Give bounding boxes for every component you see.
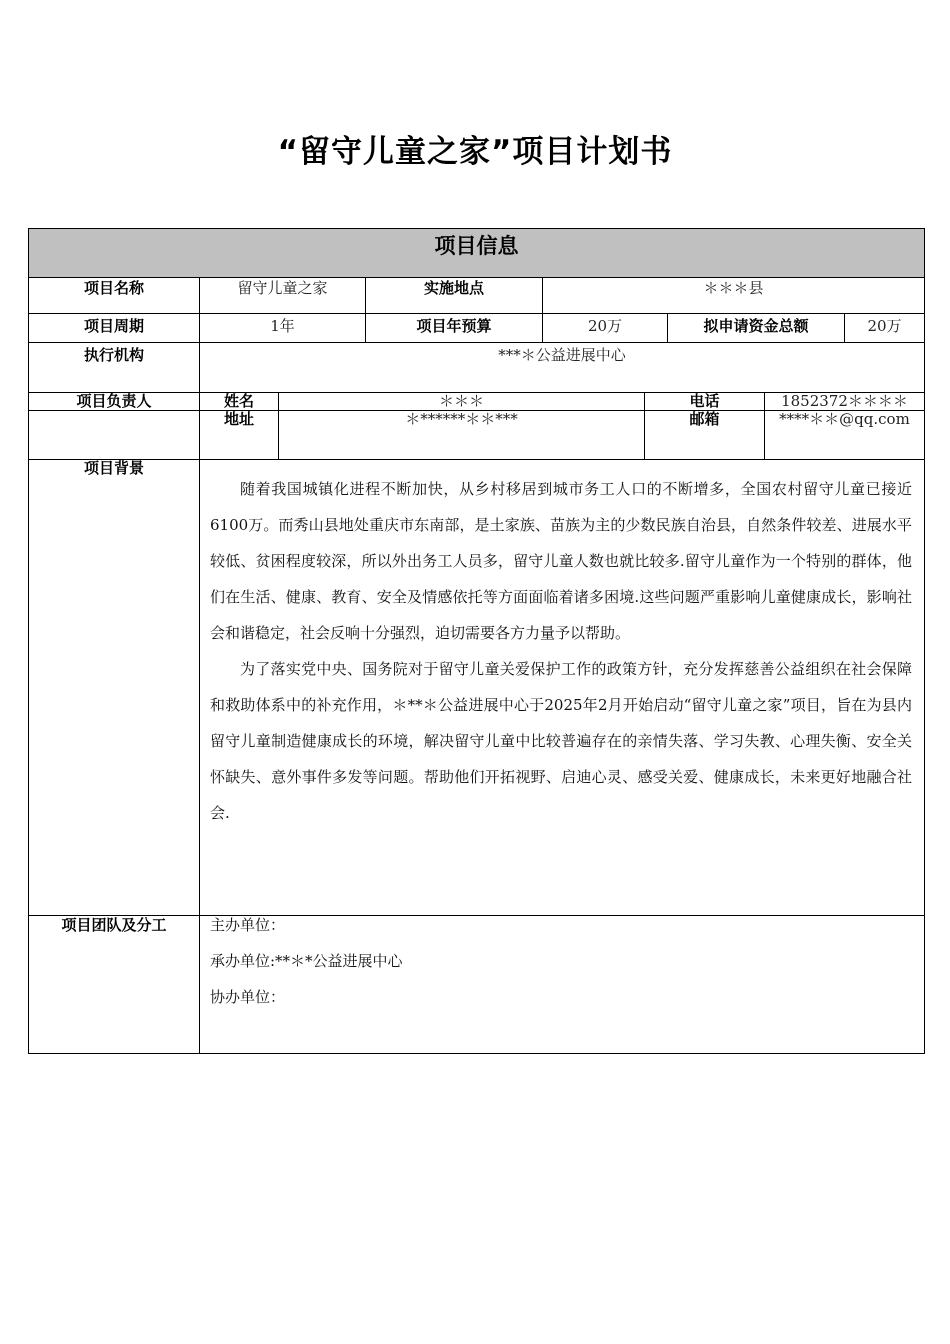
project-info-table [28,228,925,1054]
cell-location-label [365,277,543,314]
leader-phone-value: 1852372＊＊＊＊ [781,392,908,410]
cell-address-value [278,410,645,460]
cell-background-text [199,459,925,916]
total-funding-value: 20万 [867,317,902,335]
team-line-host: 主办单位： [210,916,286,934]
team-line-organizer: 承办单位:**＊*公益进展中心 [210,952,403,970]
leader-name-label: 姓名 [223,392,254,410]
cell-address-label [199,410,279,460]
section-header: 项目信息 [434,234,519,258]
cell-budget-label [365,313,543,343]
team-line-co-organizer: 协办单位： [210,988,286,1006]
cell-executor-value [199,342,925,393]
background-paragraph-2: 为了落实党中央、国务院对于留守儿童关爱保护工作的政策方针，充分发挥慈善公益组织在社会保障和救助体系中的补充作用，＊**＊公益进展中心于2025年2月开始启动“留守儿童之家”项目，旨在为县内留守儿童制造健康成长的环境，解决留守儿童中比较普遍存在的亲情失落、学习失教、心理失衡、安全关怀缺失、意外事件多发等问题。帮助他们开拓视野、启迪心灵、感受关爱、健康成长，未来更好地融合社会. [210,660,912,822]
executor-label: 执行机构 [83,346,144,364]
leader-label: 项目负责人 [76,392,152,410]
cell-team-text [199,915,925,1054]
executor-value: ***＊公益进展中心 [498,346,626,364]
cell-total-value [844,313,925,343]
annual-budget-value: 20万 [587,317,623,335]
total-funding-label: 拟申请资金总额 [703,317,809,335]
leader-name-value: ＊＊＊ [438,392,484,410]
background-text [210,471,912,831]
period-value: 1年 [270,317,295,335]
leader-email-value: ****＊＊@qq.com [779,410,910,428]
period-label: 项目周期 [83,317,144,335]
cell-total-label [667,313,845,343]
cell-budget-value [542,313,668,343]
cell-leader-blank [28,410,200,460]
cell-email-label [644,410,765,460]
team-lines [210,907,403,1015]
leader-address-value: ＊******＊＊*** [405,410,518,428]
cell-background-label [28,459,200,916]
cell-executor-label [28,342,200,393]
annual-budget-label: 项目年预算 [416,317,492,335]
project-name-label: 项目名称 [83,279,144,297]
background-paragraph-1: 随着我国城镇化进程不断加快，从乡村移居到城市务工人口的不断增多，全国农村留守儿童已接近6100万。而秀山县地处重庆市东南部，是土家族、苗族为主的少数民族自治县，自然条件较差、进展水平较低、贫困程度较深，所以外出务工人员多，留守儿童人数也就比较多.留守儿童作为一个特别的群体，他们在生活、健康、教育、安全及情感依托等方面面临着诸多困境.这些问题严重影响儿童健康成长，影响社会和谐稳定，社会反响十分强烈，迫切需要各方力量予以帮助。 [210,480,912,642]
leader-phone-label: 电话 [689,392,720,410]
cell-period-value [199,313,366,343]
team-label: 项目团队及分工 [61,916,167,934]
leader-address-label: 地址 [223,410,254,428]
section-header-cell [28,228,925,278]
location-label: 实施地点 [423,279,484,297]
background-label: 项目背景 [83,459,144,477]
leader-email-label: 邮箱 [689,410,720,428]
document-title: “留守儿童之家”项目计划书 [277,134,673,170]
cell-leader-label [28,392,200,411]
cell-team-label [28,915,200,1054]
cell-period-label [28,313,200,343]
cell-location-value [542,277,925,314]
project-name-value: 留守儿童之家 [237,279,328,297]
cell-name-label [28,277,200,314]
location-value: ＊＊＊县 [703,279,764,297]
cell-email-value [764,410,925,460]
cell-name-value [199,277,366,314]
